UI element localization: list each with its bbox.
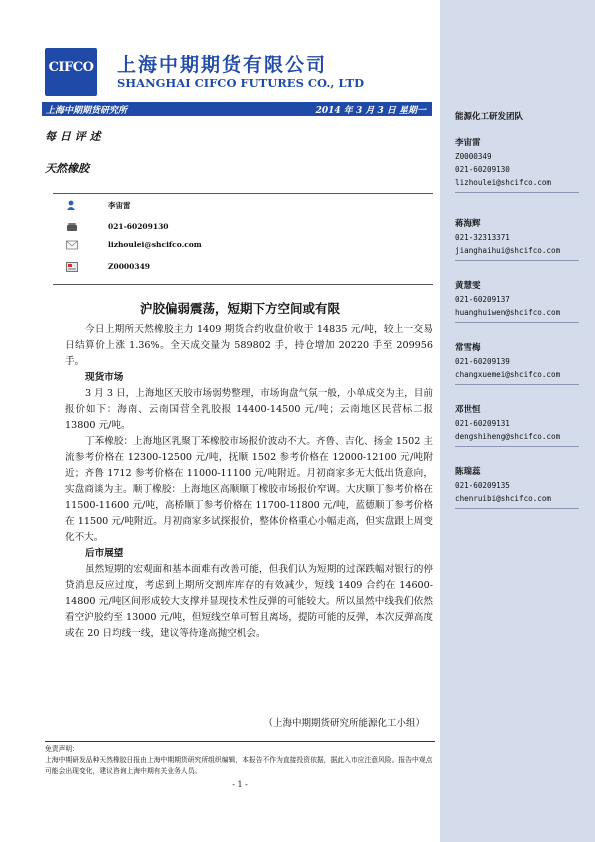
- member-name: 邓世恒: [455, 405, 481, 415]
- disclaimer: [45, 744, 435, 777]
- member-email: huanghuiwen@shcifco.com: [455, 308, 561, 317]
- paragraph: 3 月 3 日，上海地区天胶市场弱势整理，市场询盘气氛一般，小单成交为主，目前报价如下：海南、云南国营全乳胶报 14400-14500 元/吨；云南地区民营标二报 13800 元/吨。: [65, 388, 433, 431]
- member-email: changxuemei@shcifco.com: [455, 370, 561, 379]
- divider: [455, 260, 579, 261]
- report-date: 2014 年 3 月 3 日 星期一: [315, 106, 426, 116]
- contact-email: lizhoulei@shcifco.com: [108, 240, 202, 249]
- contact-row: [60, 262, 420, 276]
- person-icon: [66, 200, 78, 210]
- paragraph: 丁苯橡胶：上海地区乳聚丁苯橡胶市场报价波动不大。齐鲁、吉化、扬金 1502 主流参考价格在 12300-12500 元/吨，抚顺 1502 参考价格在 12000-12100 元/吨附近；齐鲁 1712 参考价格在 11000-11100 元/吨附近。月初商家多无大低出货意向，实盘商谈为主。顺丁橡胶：上海地区高顺顺丁橡胶市场报价窄调。大庆顺丁参考价格在 11500-11600 元/吨，高桥顺丁参考价格在 11700-11800 元/吨，蓝德顺丁参考价格在 11500 元/吨附近。月初商家多试探报价，整体价格重心小幅走高，但实盘跟上周变化不大。: [65, 436, 433, 543]
- member-phone: 021-32313371: [455, 233, 510, 242]
- team-member: [455, 342, 590, 385]
- team-member: [455, 218, 590, 261]
- member-name: 蒋海辉: [455, 219, 481, 229]
- divider: [455, 508, 579, 509]
- logo-text: CIFCO: [48, 60, 94, 75]
- member-phone: 021-60209139: [455, 357, 510, 366]
- contact-row: [60, 200, 420, 214]
- header-bar: [42, 102, 432, 116]
- disclaimer-text: 上海中期研发品种天然橡胶日报由上海中期期货研究所组织编辑，本报告不作为直接投资依据，据此入市应注意风险。报告中观点可能会出现变化，建议咨询上海中期有关业务人员。: [45, 756, 433, 775]
- member-phone: 021-60209130: [455, 165, 510, 174]
- headline: 沪胶偏弱震荡，短期下方空间或有限: [139, 301, 340, 316]
- company-name-cn: 上海中期期货有限公司: [117, 54, 328, 76]
- member-phone: 021-60209137: [455, 295, 510, 304]
- member-phone: 021-60209135: [455, 481, 510, 490]
- divider: [455, 384, 579, 385]
- member-email: jianghaihui@shcifco.com: [455, 246, 561, 255]
- mail-icon: [66, 240, 78, 250]
- team-member: [455, 466, 590, 509]
- team-member: [455, 137, 590, 193]
- subject-title: 天然橡胶: [45, 162, 89, 175]
- team-member: [455, 280, 590, 323]
- certificate-icon: [66, 262, 78, 272]
- contact-name: 李宙雷: [108, 201, 131, 210]
- sidebar-title: 能源化工研发团队: [455, 112, 524, 122]
- page-number: - 1 -: [232, 780, 248, 789]
- member-email: dengshiheng@shcifco.com: [455, 432, 561, 441]
- team-member: [455, 404, 590, 447]
- divider: [455, 446, 579, 447]
- company-name-en: SHANGHAI CIFCO FUTURES CO., LTD: [117, 76, 365, 90]
- member-name: 常雪梅: [455, 343, 481, 353]
- signoff: （上海中期期货研究所能源化工小组）: [263, 718, 425, 729]
- subheading: 现货市场: [85, 372, 124, 383]
- member-name: 黄慧雯: [455, 281, 481, 291]
- member-name: 李宙雷: [455, 138, 481, 148]
- divider: [45, 741, 435, 742]
- member-email: lizhoulei@shcifco.com: [455, 178, 552, 187]
- member-name: 陈瑞蕊: [455, 467, 481, 477]
- contact-row: [60, 222, 420, 236]
- subheading: 后市展望: [85, 548, 124, 559]
- contact-row: [60, 240, 420, 254]
- phone-icon: [66, 222, 78, 232]
- member-email: chenruibi@shcifco.com: [455, 494, 552, 503]
- contact-phone: 021-60209130: [108, 222, 169, 231]
- institute-name: 上海中期期货研究所: [46, 106, 128, 116]
- article-body: [65, 322, 433, 642]
- paragraph: 虽然短期的宏观面和基本面难有改善可能，但我们认为短期的过深跌幅对银行的停贷消息反应过度，考虑到上期所交割库库存的有效减少，短线 1409 合约在 14600-14800 元/吨区间形成较大支撑并显现技术性反弹的可能较大。所以虽然中线我们依然看空沪胶约至 13000 元/吨，但短线空单可暂且离场，提防可能的反弹，本次反弹高度或在 20 日均线一线，建议等待逢高抛空机会。: [65, 564, 433, 639]
- paragraph: 今日上期所天然橡胶主力 1409 期货合约收盘价收于 14835 元/吨，较上一交易日结算价上涨 1.36%。全天成交量为 589802 手，持仓增加 20220 手至 209956 手。: [65, 324, 433, 367]
- member-phone: 021-60209131: [455, 419, 510, 428]
- disclaimer-title: 免责声明：: [45, 745, 79, 753]
- contact-cert: Z0000349: [108, 262, 151, 271]
- section-title: 每 日 评 述: [45, 130, 101, 143]
- member-cert: Z0000349: [455, 152, 492, 161]
- divider: [455, 192, 579, 193]
- divider: [455, 322, 579, 323]
